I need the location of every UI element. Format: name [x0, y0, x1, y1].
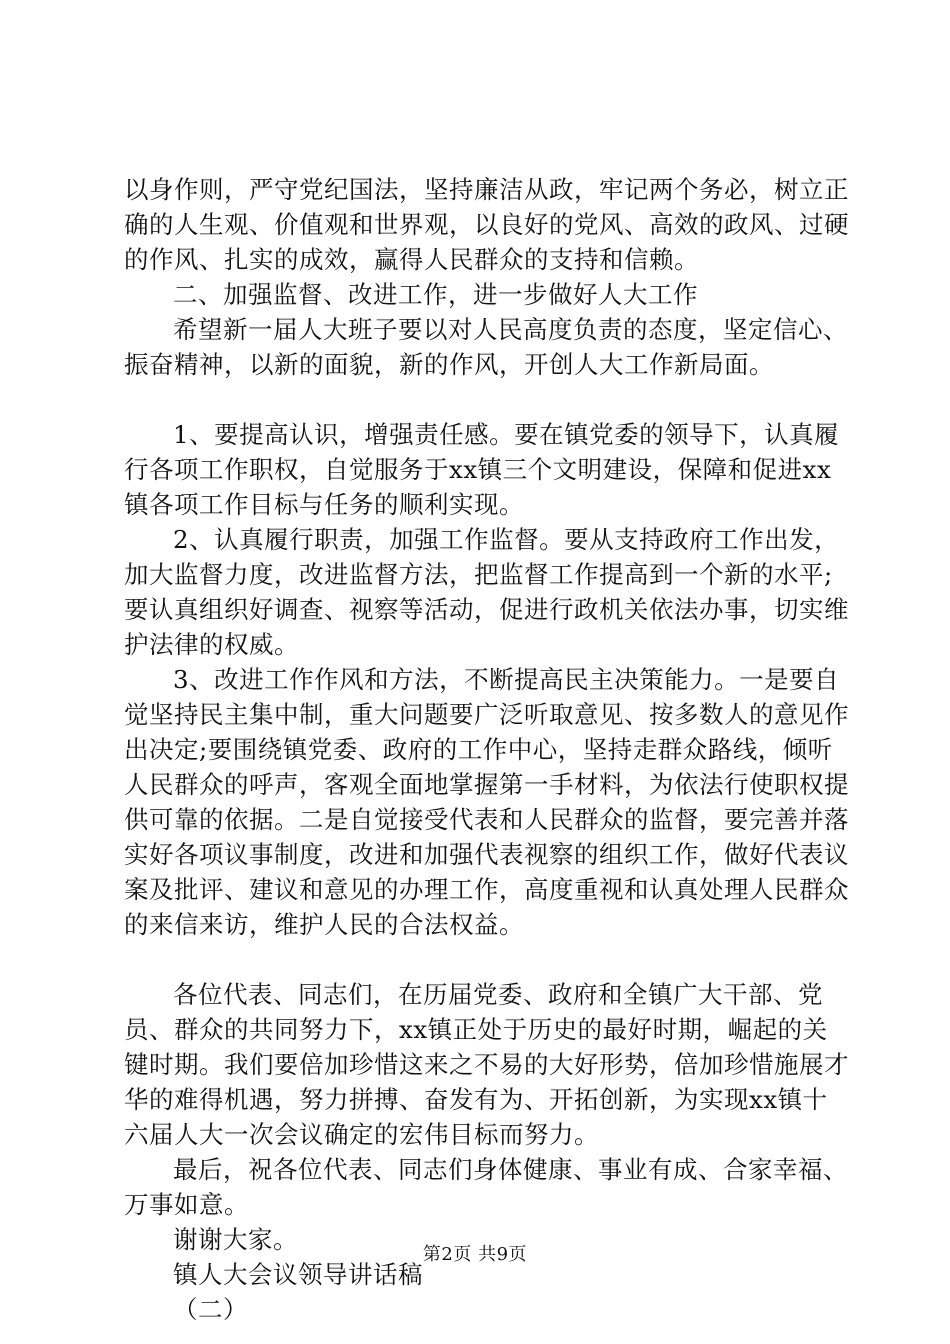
paragraph-spacer: [124, 382, 852, 417]
document-part-label: （二）: [173, 1295, 248, 1324]
paragraph-spacer: [124, 942, 852, 977]
paragraph-thanks: 谢谢大家。: [173, 1225, 298, 1254]
paragraph-hope: 希望新一届人大班子要以对人民高度负责的态度，坚定信心、振奋精神，以新的面貌，新的作风，开创人大工作新局面。: [124, 315, 848, 379]
document-body: [124, 172, 852, 1327]
paragraph-closing: 各位代表、同志们，在历届党委、政府和全镇广大干部、党员、群众的共同努力下，xx镇正处于历史的最好时期，崛起的关键时期。我们要倍加珍惜这来之不易的大好形势，倍加珍惜施展才华的难得机遇，努力拼搏、奋发有为、开拓创新，为实现xx镇十六届人大一次会议确定的宏伟目标而努力。: [124, 980, 849, 1149]
paragraph-item-3: 3、改进工作作风和方法，不断提高民主决策能力。一是要自觉坚持民主集中制，重大问题要广泛听取意见、按多数人的意见作出决定;要围绕镇党委、政府的工作中心，坚持走群众路线，倾听人民群众的呼声，客观全面地掌握第一手材料，为依法行使职权提供可靠的依据。二是自觉接受代表和人民群众的监督，要完善并落实好各项议事制度，改进和加强代表视察的组织工作，做好代表议案及批评、建议和意见的办理工作，高度重视和认真处理人民群众的来信来访，维护人民的合法权益。: [124, 665, 849, 939]
document-title-next: 镇人大会议领导讲话稿: [173, 1260, 423, 1289]
paragraph-item-2: 2、认真履行职责，加强工作监督。要从支持政府工作出发，加大监督力度，改进监督方法，把监督工作提高到一个新的水平;要认真组织好调查、视察等活动，促进行政机关依法办事，切实维护法律的权威。: [124, 525, 849, 659]
paragraph-continuation: 以身作则，严守党纪国法，坚持廉洁从政，牢记两个务必，树立正确的人生观、价值观和世界观，以良好的党风、高效的政风、过硬的作风、扎实的成效，赢得人民群众的支持和信赖。: [124, 175, 849, 274]
section-heading-2: 二、加强监督、改进工作，进一步做好人大工作: [173, 280, 698, 309]
paragraph-item-1: 1、要提高认识，增强责任感。要在镇党委的领导下，认真履行各项工作职权，自觉服务于xx镇三个文明建设，保障和促进xx镇各项工作目标与任务的顺利实现。: [124, 420, 840, 519]
page-number-footer: 第2页 共9页: [422, 1244, 528, 1265]
paragraph-wishes: 最后，祝各位代表、同志们身体健康、事业有成、合家幸福、万事如意。: [124, 1155, 848, 1219]
